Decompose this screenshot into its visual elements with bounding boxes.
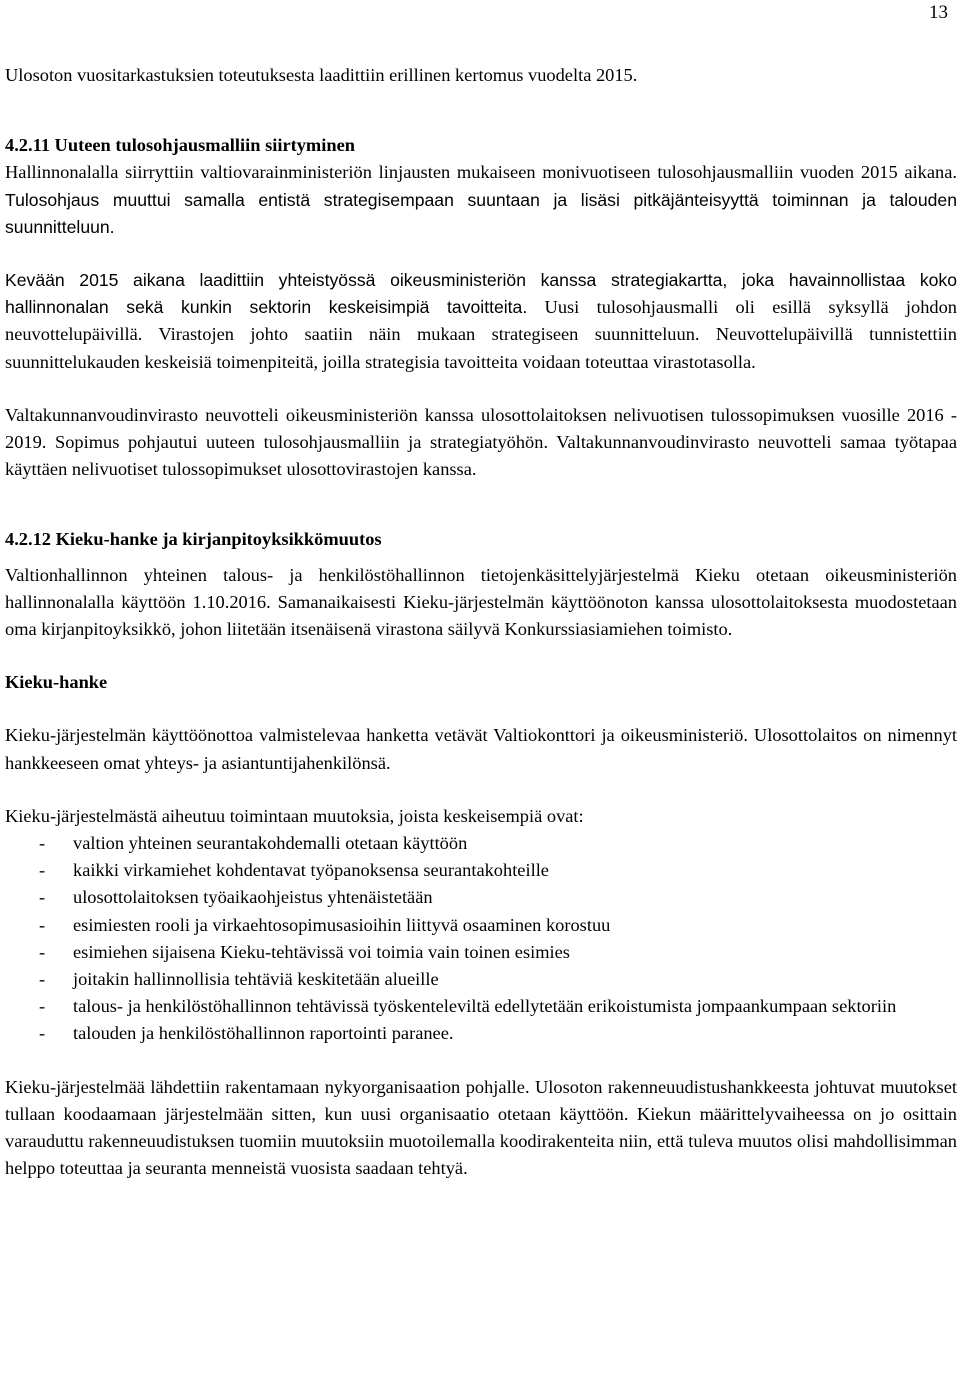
section-heading-4-2-12: 4.2.12 Kieku-hanke ja kirjanpitoyksikkömuutos [5, 529, 382, 550]
list-item-text: talous- ja henkilöstöhallinnon tehtävissä työskenteleviltä edellytetään erikoistumista jompaankumpaan sektoriin [73, 996, 897, 1017]
list-item [5, 1020, 957, 1047]
list-dash: - [39, 969, 46, 990]
paragraph-kieku-organisaatio: Kieku-järjestelmää lähdettiin rakentamaan nykyorganisaation pohjalle. Ulosoton rakenneuudistushankkeesta johtuvat muutokset tullaan koodaamaan järjestelmään sitten, kun uusi organisaatio otetaan käyttöön. Kiekun määrittelyvaiheessa on jo osittain varauduttu rakenneuudistuksen tuomiin muutoksiin muotoilemalla koodirakenteita niin, että tuleva muutos olisi mahdollisimman helppo toteuttaa ja seuranta menneistä vuosista saadaan tehtyä. [5, 1076, 957, 1179]
list-item [5, 939, 957, 966]
list-dash: - [39, 860, 46, 881]
subheading-kieku-hanke: Kieku-hanke [5, 672, 108, 693]
paragraph-tulosohjaus [5, 159, 957, 241]
list-item [5, 966, 957, 993]
list-item-text: joitakin hallinnollisia tehtäviä keskitetään alueille [73, 969, 439, 990]
list-item-text: talouden ja henkilöstöhallinnon raportointi paranee. [73, 1023, 454, 1044]
list-dash: - [39, 1023, 46, 1044]
list-item-text: esimiehen sijaisena Kieku-tehtävissä voi toimia vain toinen esimies [73, 941, 570, 962]
paragraph-kieku-valmistelu: Kieku-järjestelmän käyttöönottoa valmistelevaa hanketta vetävät Valtiokonttori ja oikeusministeriö. Ulosottolaitos on nimennyt hankkeeseen omat yhteys- ja asiantuntijahenkilönsä. [5, 725, 957, 773]
list-dash: - [39, 996, 46, 1017]
paragraph-strategiakartta [5, 267, 957, 376]
paragraph-strategiakartta-part1: Kevään 2015 aikana laadittiin yhteistyössä oikeusministeriön kanssa strategiakartta, joka havainnollistaa koko hallinnonalan sekä kunkin sektorin keskeisimpiä tavoitteita. [5, 270, 957, 318]
section-heading-4-2-11: 4.2.11 Uuteen tulosohjausmalliin siirtyminen [5, 135, 355, 156]
list-item [5, 857, 957, 884]
list-dash: - [39, 833, 46, 854]
paragraph-tulosohjaus-part1: Hallinnonalalla siirryttiin valtiovarainministeriön linjausten mukaiseen monivuotiseen tulosohjausmalliin vuoden 2015 aikana. [5, 162, 957, 183]
document-body [5, 62, 957, 1183]
list-item [5, 830, 957, 857]
paragraph-tulossopimus: Valtakunnanvoudinvirasto neuvotteli oikeusministeriön kanssa ulosottolaitoksen nelivuotisen tulossopimuksen vuosille 2016 - 2019. Sopimus pohjautui uuteen tulosohjausmalliin ja strategiatyöhön. Valtakunnanvoudinvirasto neuvotteli samaa työtapaa käyttäen nelivuotiset tulossopimukset ulosottovirastojen kanssa. [5, 404, 957, 480]
list-item-text: ulosottolaitoksen työaikaohjeistus yhtenäistetään [73, 887, 433, 908]
list-dash: - [39, 914, 46, 935]
paragraph-kieku-intro: Valtionhallinnon yhteinen talous- ja henkilöstöhallinnon tietojenkäsittelyjärjestelmä Kieku otetaan oikeusministeriön hallinnonalalla käyttöön 1.10.2016. Samanaikaisesti Kieku-järjestelmän käyttöönoton kanssa ulosottolaitoksesta muodostetaan oma kirjanpitoyksikkö, johon liitetään itsenäisenä virastona säilyvä Konkurssiasiamiehen toimisto. [5, 564, 957, 640]
list-item [5, 912, 957, 939]
paragraph-tulosohjaus-part2: Tulosohjaus muuttui samalla entistä strategisempaan suuntaan ja lisäsi pitkäjänteisyyttä toiminnan ja talouden suunnitteluun. [5, 189, 957, 237]
paragraph-kieku-muutokset: Kieku-järjestelmästä aiheutuu toimintaan muutoksia, joista keskeisempiä ovat: [5, 805, 584, 826]
list-item [5, 993, 957, 1020]
list-item-text: valtion yhteinen seurantakohdemalli otetaan käyttöön [73, 833, 468, 854]
change-list [5, 830, 957, 1048]
list-item-text: kaikki virkamiehet kohdentavat työpanoksensa seurantakohteille [73, 860, 549, 881]
list-item-text: esimiesten rooli ja virkaehtosopimusasioihin liittyvä osaaminen korostuu [73, 914, 611, 935]
page-number: 13 [929, 2, 948, 23]
paragraph-strategiakartta-part2: Uusi tulosohjausmalli oli esillä syksyllä johdon neuvottelupäivillä. Virastojen johto saatiin näin mukaan strategiseen suunnitteluun. Neuvottelupäivillä tunnistettiin suunnittelukauden keskeisiä toimenpiteitä, joilla strategisia tavoitteita voidaan toteuttaa virastotasolla. [5, 297, 958, 372]
list-dash: - [39, 887, 46, 908]
intro-paragraph: Ulosoton vuositarkastuksien toteutuksesta laadittiin erillinen kertomus vuodelta 2015. [5, 65, 638, 85]
list-dash: - [39, 941, 46, 962]
list-item [5, 884, 957, 911]
